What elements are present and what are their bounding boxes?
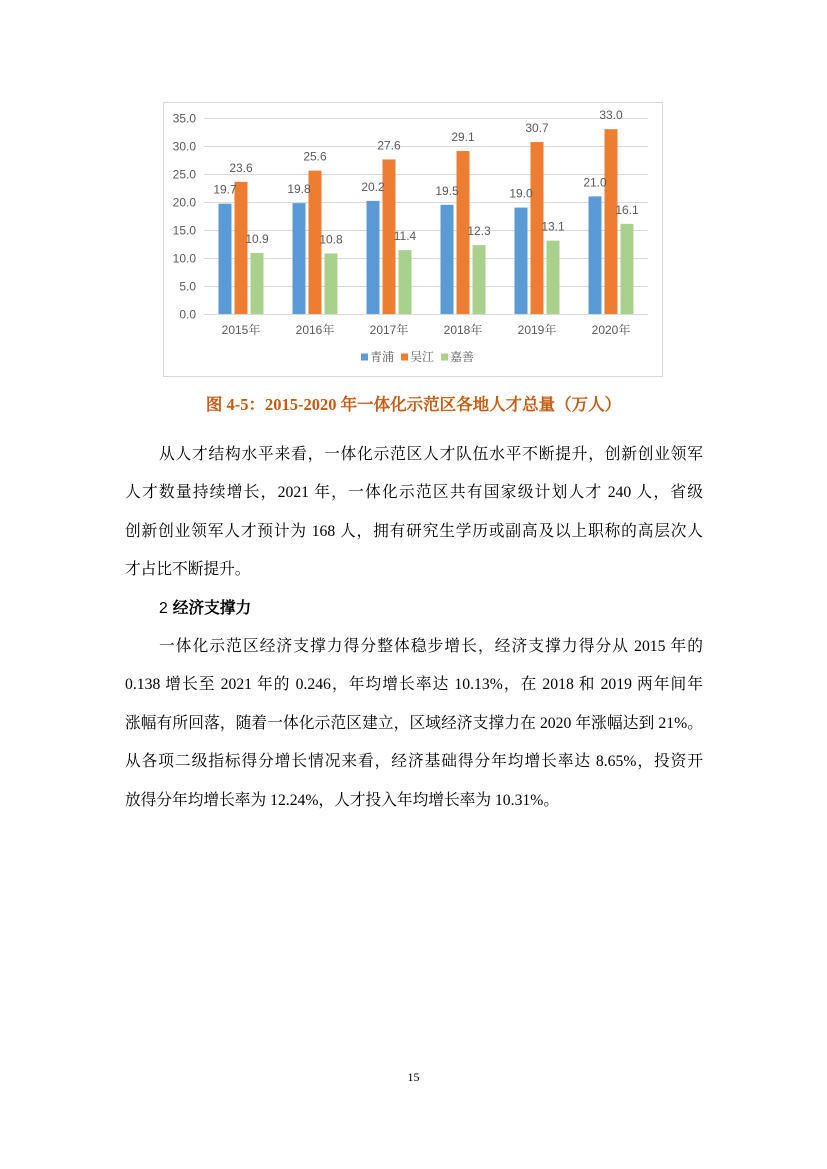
paragraph-line: 放得分年均增长率为 12.24%，人才投入年均增长率为 10.31%。 (125, 791, 560, 809)
paragraph-1 (125, 436, 703, 590)
data-label: 16.1 (615, 202, 639, 217)
paragraph-line: 从人才结构水平来看，一体化示范区人才队伍水平不断提升，创新创业领军 (159, 446, 703, 463)
x-tick-label: 2018年 (443, 323, 483, 337)
x-tick-label: 2020年 (591, 323, 631, 337)
data-label: 10.8 (319, 232, 343, 247)
data-label: 27.6 (377, 138, 401, 153)
bar (399, 250, 412, 314)
bar (621, 224, 634, 314)
bar (367, 201, 380, 314)
y-tick-label: 30.0 (172, 139, 196, 154)
bar (515, 208, 528, 314)
legend-swatch (361, 354, 368, 361)
x-tick-label: 2019年 (517, 323, 557, 337)
section-title: 经济支撑力 (172, 599, 252, 617)
bar (219, 204, 232, 314)
y-tick-label: 20.0 (172, 195, 196, 210)
data-label: 19.0 (509, 186, 533, 201)
bar (235, 182, 248, 314)
bar (547, 241, 560, 314)
bar (325, 254, 338, 314)
figure-caption: 图 4-5：2015-2020 年一体化示范区各地人才总量（万人） (205, 395, 622, 414)
data-label: 21.0 (583, 175, 607, 190)
y-tick-label: 15.0 (172, 223, 196, 238)
legend-label: 嘉善 (450, 350, 475, 364)
y-tick-label: 0.0 (179, 307, 196, 322)
bar (605, 129, 618, 314)
data-label: 13.1 (541, 219, 565, 234)
paragraph-line: 0.138 增长至 2021 年的 0.246，年均增长率达 10.13%，在 2018 和 2019 两年间年 (125, 676, 703, 694)
figure-chart (163, 102, 663, 377)
data-label: 33.0 (599, 108, 623, 123)
bar (251, 253, 264, 314)
bar (441, 205, 454, 314)
paragraph-line: 从各项二级指标得分增长情况来看，经济基础得分年均增长率达 8.65%，投资开 (125, 753, 703, 771)
body-text (125, 436, 703, 820)
x-tick-label: 2016年 (295, 323, 335, 337)
data-label: 11.4 (393, 229, 417, 244)
y-tick-label: 25.0 (172, 167, 196, 182)
bar (589, 196, 602, 314)
bar-chart (163, 102, 663, 377)
data-label: 29.1 (451, 130, 475, 145)
y-tick-label: 10.0 (172, 251, 196, 266)
legend-swatch (441, 354, 448, 361)
legend-label: 青浦 (370, 350, 395, 364)
bar (293, 203, 306, 314)
paragraph-line: 一体化示范区经济支撑力得分整体稳步增长，经济支撑力得分从 2015 年的 (159, 637, 703, 655)
section-heading (125, 590, 703, 628)
x-tick-label: 2015年 (221, 323, 261, 337)
data-label: 23.6 (229, 160, 253, 175)
bar (473, 245, 486, 314)
paragraph-2 (125, 628, 703, 820)
data-label: 19.8 (287, 182, 311, 197)
paragraph-line: 人才数量持续增长，2021 年，一体化示范区共有国家级计划人才 240 人，省级 (125, 484, 703, 502)
data-label: 19.7 (213, 182, 237, 197)
data-label: 10.9 (245, 231, 269, 246)
data-label: 25.6 (303, 149, 327, 164)
section-number: 2 (159, 599, 168, 617)
data-label: 12.3 (467, 224, 491, 239)
data-label: 20.2 (361, 179, 385, 194)
data-label: 19.5 (435, 183, 459, 198)
page-number: 15 (407, 1070, 420, 1084)
x-tick-label: 2017年 (369, 323, 409, 337)
paragraph-line: 涨幅有所回落，随着一体化示范区建立，区域经济支撑力在 2020 年涨幅达到 21%。 (125, 714, 703, 732)
y-tick-label: 5.0 (179, 279, 196, 294)
legend-label: 吴江 (410, 350, 435, 364)
y-tick-label: 35.0 (172, 111, 196, 126)
paragraph-line: 才占比不断提升。 (125, 561, 251, 579)
data-label: 30.7 (525, 121, 549, 136)
paragraph-line: 创新创业领军人才预计为 168 人，拥有研究生学历或副高及以上职称的高层次人 (125, 522, 703, 540)
legend-swatch (401, 354, 408, 361)
